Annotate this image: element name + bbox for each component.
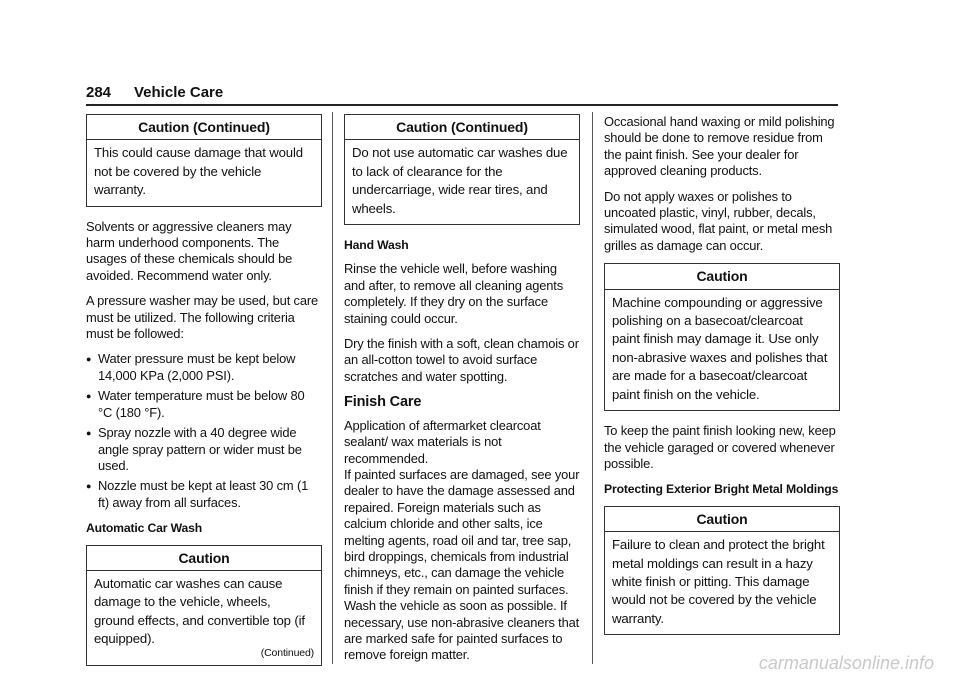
pressure-criteria-list	[86, 351, 322, 511]
page-header	[86, 84, 838, 106]
paragraph-dry: Dry the finish with a soft, clean chamois or an all-cotton towel to avoid surface scratches and water spotting.	[344, 336, 579, 384]
caution-box	[604, 263, 840, 411]
page-number: 284	[86, 84, 112, 101]
paragraph-solvents: Solvents or aggressive cleaners may harm underhood components. The usages of these chemicals should be avoided. Recommend water only.	[86, 218, 293, 283]
column-2	[344, 114, 580, 673]
caution-body: Machine compounding or aggressive polishing on a basecoat/clearcoat paint finish may damage it. Use only non-abrasive waxes and polishes that are made for a basecoat/clearcoat paint finish on the vehicle.	[612, 294, 828, 402]
caution-title: Caution	[605, 264, 839, 289]
caution-title: Caution (Continued)	[87, 115, 321, 140]
column-3	[604, 114, 840, 647]
caution-box	[86, 545, 322, 666]
column-1	[86, 114, 322, 678]
caution-title: Caution (Continued)	[345, 115, 579, 140]
paragraph-no-wax: Do not apply waxes or polishes to uncoated plastic, vinyl, rubber, decals, simulated wood, flat paint, or metal mesh grilles as damage can occur.	[604, 188, 833, 253]
caution-body: This could cause damage that would not be covered by the vehicle warranty.	[94, 145, 303, 198]
paragraph-rinse: Rinse the vehicle well, before washing and after, to remove all cleaning agents completely. If they dry on the surface staining could occur.	[344, 261, 564, 326]
paragraph-pressure-washer: A pressure washer may be used, but care must be utilized. The following criteria must be followed:	[86, 293, 319, 342]
caution-title: Caution	[605, 507, 839, 532]
caution-body: Do not use automatic car washes due to lack of clearance for the undercarriage, wide rear tires, and wheels.	[352, 145, 568, 216]
list-item: ● Water temperature must be below 80 °C (180 °F).	[86, 388, 322, 421]
list-item: ● Nozzle must be kept at least 30 cm (1 ft) away from all surfaces.	[86, 478, 322, 511]
subheading-metal-moldings: Protecting Exterior Bright Metal Moldings	[604, 482, 839, 497]
caution-title: Caution	[87, 546, 321, 571]
paragraph-keep-finish: To keep the paint finish looking new, keep the vehicle garaged or covered whenever possible.	[604, 423, 836, 471]
list-item: ● Water pressure must be kept below 14,000 KPa (2,000 PSI).	[86, 351, 322, 384]
column-divider-2	[592, 112, 593, 664]
list-item: ● Spray nozzle with a 40 degree wide angle spray pattern or wider must be used.	[86, 425, 322, 474]
caution-body: Failure to clean and protect the bright metal moldings can result in a hazy white finish or pitting. This damage would not be covered by the vehicle warranty.	[612, 537, 825, 626]
heading-finish-care: Finish Care	[344, 394, 422, 411]
watermark: carmanualsonline.info	[758, 653, 934, 673]
subheading-hand-wash: Hand Wash	[344, 238, 409, 253]
paragraph-aftermarket: Application of aftermarket clearcoat sealant/ wax materials is not recommended.	[344, 417, 541, 466]
paragraph-waxing: Occasional hand waxing or mild polishing should be done to remove residue from the paint finish. See your dealer for approved cleaning products.	[604, 114, 835, 179]
subheading-automatic-car-wash: Automatic Car Wash	[86, 521, 203, 536]
caution-box-continued	[344, 114, 580, 225]
caution-box	[604, 506, 840, 635]
header-rule	[86, 104, 838, 106]
continued-label: (Continued)	[260, 646, 314, 659]
caution-box-continued	[86, 114, 322, 207]
column-divider-1	[332, 112, 333, 664]
caution-body: Automatic car washes can cause damage to the vehicle, wheels, ground effects, and convertible top (if equipped).	[94, 575, 305, 647]
section-title: Vehicle Care	[134, 84, 224, 101]
paragraph-painted-surfaces: If painted surfaces are damaged, see your dealer to have the damage assessed and repaired. Foreign materials such as calcium chloride and other salts, ice melting agents, road oil and tar, tree sap, bird droppings, chemicals from industrial chimneys, etc., can damage the vehicle finish if they remain on painted surfaces. Wash the vehicle as soon as possible. If necessary, use non-abrasive cleaners that are marked safe for painted surfaces to remove foreign matter.	[344, 466, 580, 663]
